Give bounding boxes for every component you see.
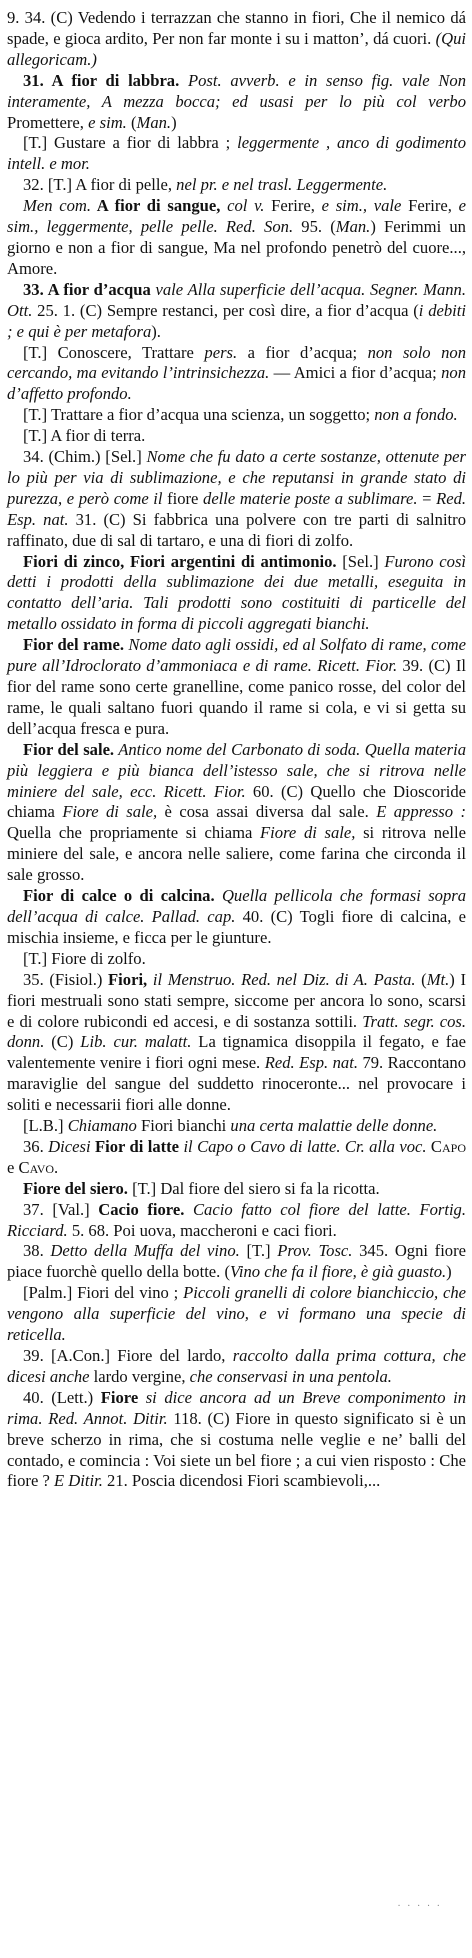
entry-paragraph — [7, 175, 466, 196]
text-run: fiore — [162, 488, 204, 508]
text-run: [T.] Gustare a fior di labbra ; — [23, 133, 238, 153]
text-run: [L.B.] — [23, 1116, 68, 1136]
text-run: Lib. cur. malatt. — [80, 1032, 192, 1052]
text-run: Promettere, — [7, 112, 89, 132]
entry-paragraph — [7, 343, 466, 406]
text-run: [Palm.] Fiori del vino ; — [23, 1283, 184, 1303]
text-run: 21. Poscia dicendosi Fiori scambievoli,... — [102, 1471, 381, 1491]
text-run: il Menstruo. Red. nel Diz. di A. Pasta. — [147, 969, 416, 989]
text-run: 35. (Fisiol.) — [23, 969, 109, 989]
text-run: Ferire, — [264, 196, 322, 216]
text-run: delle materie poste a sublimare. — [203, 488, 418, 508]
text-run: Quella pellicola che formasi sopra dell’acqua di calce. Pallad. cap. — [7, 886, 467, 926]
entry-paragraph — [7, 886, 466, 949]
headword: Fior di latte — [90, 1136, 180, 1156]
entry-paragraph — [7, 635, 466, 740]
entry-paragraph — [7, 970, 466, 1116]
text-run: e sim., leggermente, pelle pelle. Red. Son. — [7, 196, 466, 237]
entry-paragraph — [7, 1137, 466, 1179]
text-run: [T.] Fiore di zolfo. — [23, 948, 146, 968]
text-run: — Amici a fior d’acqua; — [269, 363, 442, 383]
entry-paragraph — [7, 1346, 466, 1388]
entry-paragraph — [7, 1200, 466, 1242]
entry-paragraph — [7, 1241, 466, 1283]
text-run: a fior d’acqua; — [237, 342, 368, 362]
text-run: e sim. — [88, 112, 127, 132]
text-run: si ritrova nelle miniere del sale, e ancora nelle saliere, come farina che circonda il sale grosso. — [7, 823, 466, 885]
entry-paragraph — [7, 1116, 466, 1137]
text-run: (Qui allegoricam.) — [7, 28, 466, 69]
text-run: Red. Esp. nat. — [7, 488, 467, 529]
text-run: 40. (C) Togli fiore di calcina, e mischia insieme, e ficca per le giunture. — [7, 906, 466, 947]
text-run: non a fondo. — [374, 405, 458, 425]
text-run: i debiti ; e qui è per metafora — [7, 300, 466, 341]
text-run: Detto della Muffa del vino. — [50, 1241, 240, 1261]
text-run: Fiore di sale, — [260, 823, 356, 843]
text-run: il Capo o Cavo di latte. Cr. alla voc. — [179, 1136, 427, 1156]
text-run: 40. (Lett.) — [23, 1387, 101, 1407]
entry-paragraph — [7, 1388, 466, 1493]
headword: Cacio fiore. — [98, 1199, 185, 1219]
text-run: Piccoli granelli di colore bianchiccio, che vengono alla superficie del vino, e vi formano una specie di reticella. — [7, 1283, 466, 1345]
text-run: ) Ferimmi un giorno e non a fior di sangue, Ma nel profondo penetrò del cuore..., Amore. — [7, 217, 466, 278]
text-run: [Sel.] — [336, 551, 385, 571]
text-run: 25. 1. (C) Sempre restanci, per così dire, a fior d’acqua ( — [32, 300, 419, 320]
text-run: ( — [126, 112, 137, 132]
text-run: 60. (C) Quello che Dioscoride chiama — [7, 781, 466, 822]
text-run: 38. — [23, 1241, 51, 1261]
text-run: leggermente , anco di godimento intell. e mor. — [7, 133, 466, 174]
entry-paragraph — [7, 426, 466, 447]
text-run: [T.] A fior di terra. — [23, 426, 146, 446]
text-run: è cosa assai diversa dal sale. — [157, 802, 377, 822]
text-run: 39. [A.Con.] Fiore del lardo, — [23, 1346, 233, 1365]
text-run: 36. — [23, 1136, 49, 1156]
text-run: Ferire, — [401, 196, 459, 216]
text-run: 79. Raccontano maraviglie del sangue del suddetto rinoceronte... nel provocare i soliti e necessarii fiori alle donne. — [7, 1053, 466, 1115]
text-run: 345. Ogni fiore piace fuorchè quello della botte. ( — [7, 1241, 466, 1282]
text-run: Man. — [335, 217, 371, 237]
entry-paragraph — [7, 740, 466, 886]
headword: Fior del rame. — [23, 635, 124, 655]
text-run: ) — [446, 1262, 452, 1282]
entry-paragraph — [7, 196, 466, 280]
text-run: 32. [T.] A fior di pelle, — [23, 175, 177, 195]
text-run: col v. — [220, 196, 265, 216]
text-run: 34. (Chim.) [Sel.] — [23, 447, 147, 467]
text-run: Man. — [136, 112, 172, 132]
entry-paragraph — [7, 405, 466, 426]
footer-mark: · · · · · — [397, 1901, 442, 1913]
text-run: Fiore di sale, — [62, 802, 158, 822]
text-run: e — [7, 1157, 19, 1177]
text-run: Nome che fu dato a certe sostanze, ottenute per lo più per via di sublimazione, e che reputansi in grande stato di purezza, e però come il — [7, 447, 466, 508]
text-run: Fiori bianchi — [136, 1116, 231, 1136]
text-run: (C) — [44, 1032, 81, 1052]
text-run: Cavo — [18, 1157, 55, 1177]
entry-paragraph — [7, 71, 466, 134]
headword: Fiori di zinco, Fiori argentini di antimonio. — [23, 551, 337, 571]
entry-paragraph — [7, 8, 466, 71]
text-run: Mt. — [426, 969, 450, 989]
entry-paragraph — [7, 1179, 466, 1200]
text-run: Chiamano — [67, 1116, 137, 1136]
text-run: . — [54, 1157, 59, 1177]
text-run: lardo vergine, — [89, 1366, 190, 1386]
text-run: Post. avverb. e in senso fig. vale Non interamente, A mezza bocca; ed usasi per lo più col verbo — [7, 70, 466, 111]
entry-paragraph — [7, 949, 466, 970]
text-run: e sim., vale — [321, 196, 402, 216]
text-run: 37. [Val.] — [23, 1199, 99, 1219]
headword: Fior del sale. — [23, 739, 115, 759]
text-run: Vino che fa il fiore, è già guasto. — [230, 1262, 447, 1282]
text-run: ( — [415, 969, 427, 989]
entry-paragraph — [7, 280, 466, 343]
text-run: pers. — [204, 342, 238, 362]
text-run: ) I fiori mestruali sono stati sempre, siccome per ancora lo sono, scarsi e di colore rubicondi ed accesi, e di sostanza sottili. — [7, 969, 466, 1031]
headword: Fior di calce o di calcina. — [23, 886, 215, 906]
text-run: La tignamica disoppila il fegato, e fae valentemente venire i fiori ogni mese. — [7, 1032, 466, 1073]
text-run: = — [417, 488, 437, 508]
text-run: 9. 34. (C) Vedendo i terrazzan che stanno in fiori, Che il nemico dá spade, e gioca ardito, Per non far monte i su i matton’, dá cuori. — [7, 8, 466, 48]
text-run: nel pr. e nel trasl. Leggermente. — [176, 175, 388, 195]
text-run: Tratt. segr. cos. donn. — [7, 1011, 467, 1052]
text-run: Antico nome del Carbonato di soda. Quella materia più leggiera e più bianca dell’istesso sale, che si ritrova nelle miniere del sale, ecc. Ricett. Fior. — [7, 739, 466, 801]
text-run: ). — [151, 321, 161, 341]
text-run: 118. (C) Fiore in questo significato si è un breve scherzo in rima, che si costuma nelle veglie e ne’ balli del contado, e comincia : Voi siete un bel fiore ; a cui vien risposto : Che fiore ? — [7, 1408, 466, 1491]
text-run: non d’affetto profondo. — [7, 363, 466, 404]
text-run: Dicesi — [48, 1136, 91, 1156]
text-run: si dice ancora ad un Breve componimento in rima. Red. Annot. Ditir. — [7, 1387, 466, 1428]
dictionary-entry-column — [7, 8, 466, 1492]
headword: 31. A fior di labbra. — [23, 70, 180, 90]
text-run: Cacio fatto col fiore del latte. Fortig. Ricciard. — [7, 1199, 466, 1240]
text-run: Furono così detti i prodotti della sublimazione dei due metalli, eseguita in contatto dell’aria. Tali prodotti sono costituiti di particelle del metallo ossidato in forma di piccoli aggregati bianchi. — [7, 551, 467, 634]
headword: A fior di sangue, — [91, 196, 221, 216]
text-run: 31. (C) Si fabbrica una polvere con tre parti di salnitro raffinato, due di sal di tartaro, e una di fiori di zolfo. — [7, 509, 466, 550]
text-run: ) — [171, 112, 177, 132]
entry-paragraph — [7, 552, 466, 636]
text-run: [T.] Conoscere, Trattare — [23, 342, 205, 362]
text-run: raccolto dalla prima cottura, che dicesi anche — [7, 1346, 466, 1386]
text-run: Nome dato agli ossidi, ed al Solfato di rame, come pure all’Idroclorato d’ammoniaca e di rame. Ricett. Fior. — [7, 635, 466, 676]
entry-paragraph — [7, 447, 466, 552]
headword: 33. A fior d’acqua — [23, 279, 151, 299]
text-run: [T.] — [239, 1241, 278, 1261]
entry-paragraph — [7, 1283, 466, 1346]
headword: Fiori, — [108, 969, 148, 989]
text-run: [T.] Trattare a fior d’acqua una scienza, un soggetto; — [23, 405, 375, 425]
text-run: una certa malattie delle donne. — [230, 1116, 438, 1136]
text-run: vale Alla superficie dell’acqua. Segner. Mann. Ott. — [7, 279, 466, 320]
text-run: Men com. — [23, 196, 91, 216]
text-run: Red. Esp. nat. — [264, 1053, 358, 1073]
entry-paragraph — [7, 133, 466, 175]
text-run: non solo non cercando, ma evitando l’intrinsichezza. — [7, 342, 466, 383]
headword: Fiore — [100, 1387, 139, 1407]
text-run: E Ditir. — [54, 1471, 103, 1491]
text-run: [T.] Dal fiore del siero si fa la ricotta. — [127, 1178, 380, 1198]
text-run: 39. (C) Il fior del rame sono certe granelline, come panico rosse, del color del rame, le quali saltano fuori quando il rame si cola, e vi si getta su dell’acqua fresca e pura. — [7, 656, 466, 738]
text-run: Quella che propriamente si chiama — [7, 823, 261, 843]
text-run: 95. ( — [293, 217, 336, 237]
text-run: che conservasi in una pentola. — [189, 1366, 392, 1386]
headword: Fiore del siero. — [23, 1178, 128, 1198]
text-run: Capo — [426, 1136, 467, 1156]
text-run: 5. 68. Poi uova, maccheroni e caci fiori. — [67, 1220, 337, 1240]
text-run: E appresso : — [376, 802, 466, 822]
text-run: Prov. Tosc. — [277, 1241, 353, 1261]
